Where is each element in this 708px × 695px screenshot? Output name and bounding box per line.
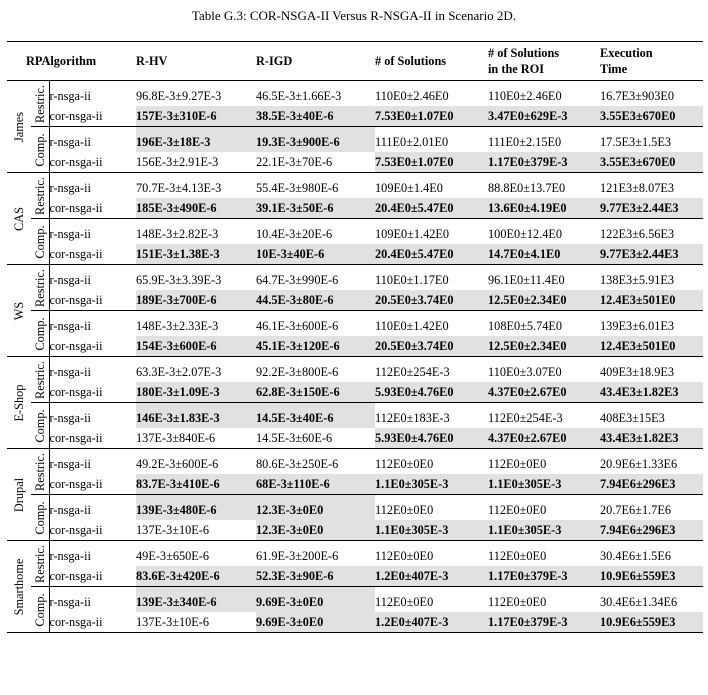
solutions-value: 1.2E0±407E-3 [375,566,488,587]
roi-solutions-value: 12.5E0±2.34E0 [488,290,600,311]
constraint-type-cell [31,219,49,265]
execution-time-value: 12.4E3±501E0 [600,290,703,311]
algorithm-name: cor-nsga-ii [49,520,136,541]
algorithm-name: cor-nsga-ii [49,290,136,311]
rhv-value: 151E-3±1.38E-3 [136,244,256,265]
table-row [7,474,703,495]
table-row [7,449,703,475]
solutions-value: 112E0±183E-3 [375,411,450,425]
header-row [7,42,703,81]
execution-time-value: 3.55E3±670E0 [600,106,703,127]
table-row [7,541,703,567]
rhv-value: 180E-3±1.09E-3 [136,382,256,403]
rhv-value: 70.7E-3±4.13E-3 [136,181,222,195]
algorithm-name: cor-nsga-ii [49,198,136,219]
execution-time-value: 9.77E3±2.44E3 [600,244,703,265]
solutions-value: 110E0±2.46E0 [375,89,449,103]
solutions-value: 109E0±1.42E0 [375,227,450,241]
rhv-value: 49E-3±650E-6 [136,549,210,563]
execution-time-value: 408E3±15E3 [600,411,665,425]
roi-solutions-value: 108E0±5.74E0 [488,319,563,333]
system-name-cell [7,265,31,357]
rhv-value: 156E-3±2.91E-3 [136,152,256,173]
table-row [7,403,703,429]
rigd-value: 10E-3±40E-6 [256,244,375,265]
rigd-value: 52.3E-3±90E-6 [256,566,375,587]
solutions-value: 1.1E0±305E-3 [375,474,488,495]
execution-time-value: 10.9E6±559E3 [600,612,703,633]
solutions-value: 20.4E0±5.47E0 [375,244,488,265]
constraint-type-cell [31,495,49,541]
solutions-value: 109E0±1.4E0 [375,181,443,195]
system-name: CAS [12,206,26,231]
rigd-value: 9.69E-3±0E0 [256,612,375,633]
rigd-value: 64.7E-3±990E-6 [256,273,339,287]
system-name-cell [7,173,31,265]
algorithm-name: cor-nsga-ii [49,152,136,173]
solutions-value: 112E0±0E0 [375,503,434,517]
rigd-value: 14.5E-3±60E-6 [256,428,375,449]
table-row [7,357,703,383]
system-name: WS [12,301,26,320]
solutions-value: 7.53E0±1.07E0 [375,106,488,127]
rhv-value: 146E-3±1.83E-3 [136,403,256,429]
rigd-value: 62.8E-3±150E-6 [256,382,375,403]
constraint-type-cell [31,541,49,587]
execution-time-value: 139E3±6.01E3 [600,319,675,333]
solutions-value: 112E0±0E0 [375,549,434,563]
solutions-value: 110E0±1.42E0 [375,319,449,333]
execution-time-value: 43.4E3±1.82E3 [600,382,703,403]
algorithm-name: cor-nsga-ii [49,382,136,403]
system-name: Drupal [12,477,26,512]
rigd-value: 44.5E-3±80E-6 [256,290,375,311]
rhv-value: 196E-3±18E-3 [136,127,256,153]
rhv-value: 185E-3±490E-6 [136,198,256,219]
execution-time-value: 9.77E3±2.44E3 [600,198,703,219]
solutions-value: 112E0±0E0 [375,595,434,609]
constraint-type-cell [31,449,49,495]
table-row [7,198,703,219]
constraint-type: Comp. [32,316,47,351]
algorithm-name: r-nsga-ii [49,89,91,103]
rhv-value: 148E-3±2.33E-3 [136,319,219,333]
table-row [7,127,703,153]
header-algorithm: lgorithm [50,54,97,68]
header-time [600,42,703,81]
algorithm-name: r-nsga-ii [49,319,91,333]
rigd-value: 68E-3±110E-6 [256,474,375,495]
execution-time-value: 138E3±5.91E3 [600,273,675,287]
solutions-value: 112E0±254E-3 [375,365,450,379]
roi-solutions-value: 1.17E0±379E-3 [488,566,600,587]
table-row [7,173,703,199]
roi-solutions-value: 110E0±2.46E0 [488,89,562,103]
rhv-value: 83.7E-3±410E-6 [136,474,256,495]
table-row [7,612,703,633]
constraint-type-cell [31,587,49,633]
system-name-cell [7,357,31,449]
constraint-type: Restric. [32,452,47,491]
constraint-type-cell [31,403,49,449]
table-row [7,290,703,311]
algorithm-name: cor-nsga-ii [49,336,136,357]
table-row [7,265,703,291]
table-row [7,587,703,613]
rhv-value: 139E-3±480E-6 [136,495,256,521]
roi-solutions-value: 13.6E0±4.19E0 [488,198,600,219]
execution-time-value: 30.4E6±1.34E6 [600,595,678,609]
constraint-type: Restric. [32,544,47,583]
header-time-line1: Execution [600,46,653,60]
constraint-type: Comp. [32,500,47,535]
roi-solutions-value: 111E0±2.15E0 [488,135,562,149]
header-rigd: R-IGD [256,42,375,81]
table-row [7,336,703,357]
system-name-cell [7,449,31,541]
execution-time-value: 7.94E6±296E3 [600,520,703,541]
rhv-value: 137E-3±10E-6 [136,520,256,541]
roi-solutions-value: 1.17E0±379E-3 [488,612,600,633]
roi-solutions-value: 112E0±0E0 [488,595,547,609]
rigd-value: 80.6E-3±250E-6 [256,457,339,471]
rhv-value: 157E-3±310E-6 [136,106,256,127]
constraint-type: Restric. [32,84,47,123]
constraint-type-cell [31,81,49,127]
roi-solutions-value: 112E0±0E0 [488,549,547,563]
rigd-value: 55.4E-3±980E-6 [256,181,339,195]
rigd-value: 46.1E-3±600E-6 [256,319,339,333]
results-table [7,41,703,633]
algorithm-name: cor-nsga-ii [49,244,136,265]
rhv-value: 96.8E-3±9.27E-3 [136,89,222,103]
algorithm-name: r-nsga-ii [49,227,91,241]
roi-solutions-value: 96.1E0±11.4E0 [488,273,565,287]
rigd-value: 92.2E-3±800E-6 [256,365,339,379]
constraint-type: Comp. [32,224,47,259]
algorithm-name: cor-nsga-ii [49,474,136,495]
table-row [7,81,703,107]
execution-time-value: 43.4E3±1.82E3 [600,428,703,449]
table-row [7,428,703,449]
rigd-value: 61.9E-3±200E-6 [256,549,339,563]
algorithm-name: cor-nsga-ii [49,612,136,633]
algorithm-name: r-nsga-ii [49,595,91,609]
system-name-cell [7,81,31,173]
rigd-value: 22.1E-3±70E-6 [256,152,375,173]
execution-time-value: 3.55E3±670E0 [600,152,703,173]
solutions-value: 1.2E0±407E-3 [375,612,488,633]
roi-solutions-value: 1.1E0±305E-3 [488,474,600,495]
header-rhv: R-HV [136,42,256,81]
solutions-value: 5.93E0±4.76E0 [375,382,488,403]
algorithm-name: cor-nsga-ii [49,428,136,449]
constraint-type-cell [31,311,49,357]
table-row [7,244,703,265]
constraint-type-cell [31,265,49,311]
header-solutions: # of Solutions [375,42,488,81]
roi-solutions-value: 1.17E0±379E-3 [488,152,600,173]
header-roi-line2: in the ROI [488,62,545,76]
solutions-value: 1.1E0±305E-3 [375,520,488,541]
execution-time-value: 20.9E6±1.33E6 [600,457,678,471]
solutions-value: 20.5E0±3.74E0 [375,336,488,357]
rhv-value: 189E-3±700E-6 [136,290,256,311]
table-row [7,566,703,587]
roi-solutions-value: 12.5E0±2.34E0 [488,336,600,357]
solutions-value: 20.4E0±5.47E0 [375,198,488,219]
roi-solutions-value: 112E0±254E-3 [488,411,563,425]
solutions-value: 20.5E0±3.74E0 [375,290,488,311]
rhv-value: 83.6E-3±420E-6 [136,566,256,587]
execution-time-value: 20.7E6±1.7E6 [600,503,671,517]
execution-time-value: 16.7E3±903E0 [600,89,675,103]
rigd-value: 39.1E-3±50E-6 [256,198,375,219]
solutions-value: 112E0±0E0 [375,457,434,471]
roi-solutions-value: 4.37E0±2.67E0 [488,428,600,449]
table-row [7,106,703,127]
algorithm-name: r-nsga-ii [49,181,91,195]
rhv-value: 154E-3±600E-6 [136,336,256,357]
roi-solutions-value: 1.1E0±305E-3 [488,520,600,541]
header-roi [488,42,600,81]
rigd-value: 9.69E-3±0E0 [256,587,375,613]
execution-time-value: 121E3±8.07E3 [600,181,675,195]
table-row [7,152,703,173]
rhv-value: 139E-3±340E-6 [136,587,256,613]
solutions-value: 111E0±2.01E0 [375,135,449,149]
table-body [7,81,703,633]
roi-solutions-value: 100E0±12.4E0 [488,227,563,241]
algorithm-name: cor-nsga-ii [49,566,136,587]
table-caption: Table G.3: COR-NSGA-II Versus R-NSGA-II in Scenario 2D. [191,8,517,23]
roi-solutions-value: 88.8E0±13.7E0 [488,181,566,195]
rigd-value: 38.5E-3±40E-6 [256,106,375,127]
roi-solutions-value: 112E0±0E0 [488,457,547,471]
header-time-line2: Time [600,62,628,76]
constraint-type-cell [31,173,49,219]
constraint-type: Comp. [32,592,47,627]
roi-solutions-value: 14.7E0±4.1E0 [488,244,600,265]
rhv-value: 137E-3±840E-6 [136,428,256,449]
execution-time-value: 7.94E6±296E3 [600,474,703,495]
constraint-type: Restric. [32,176,47,215]
roi-solutions-value: 3.47E0±629E-3 [488,106,600,127]
algorithm-name: r-nsga-ii [49,273,91,287]
constraint-type: Restric. [32,268,47,307]
algorithm-name: r-nsga-ii [49,365,91,379]
rigd-value: 45.1E-3±120E-6 [256,336,375,357]
execution-time-value: 12.4E3±501E0 [600,336,703,357]
execution-time-value: 122E3±6.56E3 [600,227,675,241]
solutions-value: 5.93E0±4.76E0 [375,428,488,449]
rigd-value: 12.3E-3±0E0 [256,495,375,521]
system-name-cell [7,541,31,633]
constraint-type: Restric. [32,360,47,399]
header-roi-line1: # of Solutions [488,46,560,60]
rhv-value: 49.2E-3±600E-6 [136,457,219,471]
algorithm-name: r-nsga-ii [49,411,91,425]
rhv-value: 148E-3±2.82E-3 [136,227,219,241]
rhv-value: 137E-3±10E-6 [136,612,256,633]
header-rpa-algorithm [7,42,136,81]
execution-time-value: 409E3±18.9E3 [600,365,675,379]
algorithm-name: r-nsga-ii [49,549,91,563]
rhv-value: 65.9E-3±3.39E-3 [136,273,222,287]
table-row [7,520,703,541]
table-row [7,219,703,245]
solutions-value: 110E0±1.17E0 [375,273,449,287]
constraint-type-cell [31,127,49,173]
table-row [7,311,703,337]
table-row [7,495,703,521]
rigd-value: 12.3E-3±0E0 [256,520,375,541]
header-rpa: RPA [26,54,51,68]
roi-solutions-value: 112E0±0E0 [488,503,547,517]
rigd-value: 14.5E-3±40E-6 [256,403,375,429]
algorithm-name: r-nsga-ii [49,135,91,149]
roi-solutions-value: 4.37E0±2.67E0 [488,382,600,403]
system-name: Smarthome [12,558,26,615]
solutions-value: 7.53E0±1.07E0 [375,152,488,173]
execution-time-value: 17.5E3±1.5E3 [600,135,671,149]
rigd-value: 46.5E-3±1.66E-3 [256,89,342,103]
execution-time-value: 10.9E6±559E3 [600,566,703,587]
roi-solutions-value: 110E0±3.07E0 [488,365,562,379]
algorithm-name: r-nsga-ii [49,503,91,517]
constraint-type: Comp. [32,132,47,167]
constraint-type: Comp. [32,408,47,443]
system-name: E-Shop [12,384,26,421]
execution-time-value: 30.4E6±1.5E6 [600,549,671,563]
algorithm-name: cor-nsga-ii [49,106,136,127]
algorithm-name: r-nsga-ii [49,457,91,471]
rigd-value: 19.3E-3±900E-6 [256,127,375,153]
system-name: James [12,111,26,142]
rigd-value: 10.4E-3±20E-6 [256,227,333,241]
table-row [7,382,703,403]
constraint-type-cell [31,357,49,403]
rhv-value: 63.3E-3±2.07E-3 [136,365,222,379]
